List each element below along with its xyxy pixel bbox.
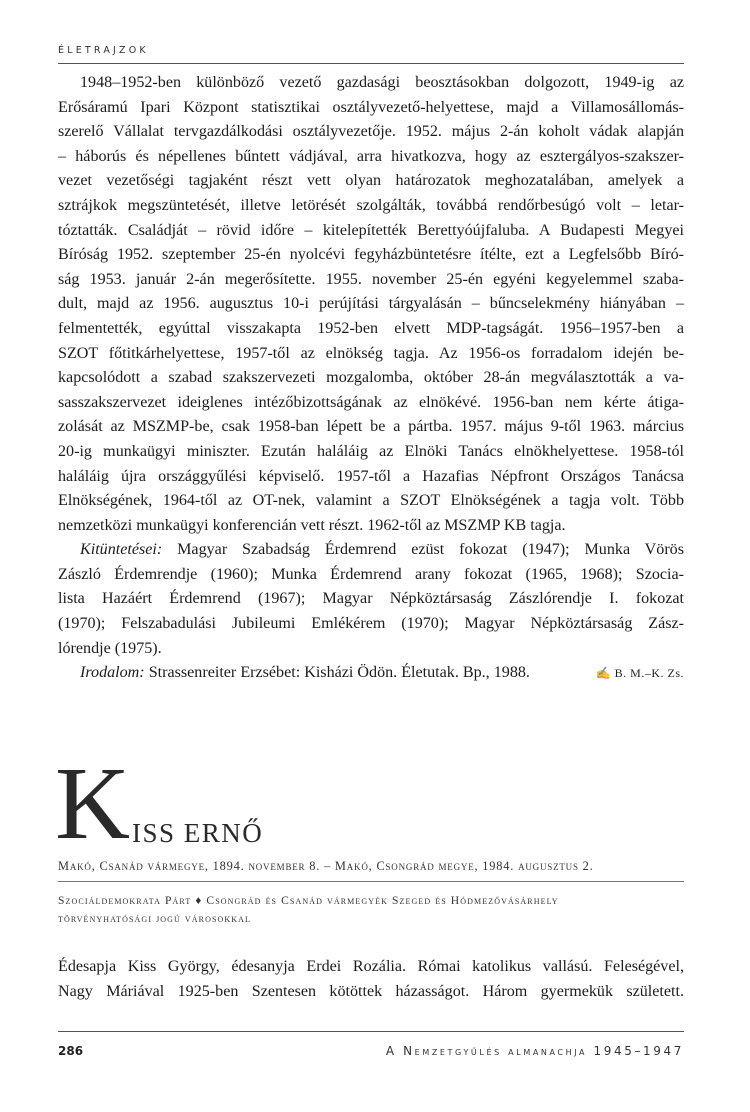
literature-text: Strassenreiter Erzsébet: Kisházi Ödön. Életutak. Bp., 1988. [148,664,530,682]
text-line: dult, majd az 1956. augusztus 10-i perújítási tárgyalásán – bűncselekmény hiányában – [58,295,684,313]
text-line: zolását az MSZMP-be, csak 1958-ban lépett be a pártba. 1957. május 9-től 1963. március [58,418,684,436]
awards-line [58,538,684,563]
constituency: Csongrád és Csanád vármegyék Szeged és Hódmezővásárhely [206,894,559,907]
text-line: Édesapja Kiss György, édesanyja Erdei Rozália. Római katolikus vallású. Feleségével, [58,958,684,975]
text-line: szerelő Vállalat tervgazdálkodási osztályvezetője. 1952. május 2-án koholt vádak alapján [58,123,684,141]
entry-bio [58,955,684,1004]
text-line: 20-ig munkaügyi miniszter. Ezután haláláig az Elnöki Tanács elnökhelyettese. 1958-tól [58,442,684,460]
entry-name: ISS ERNŐ [132,818,264,848]
text-line: haláláig újra országgyűlési képviselő. 1957-től a Hazafias Népfront Országos Tanácsa [58,467,684,485]
author-initials: B. M.–K. Zs. [614,666,684,681]
text-line: 1948–1952-ben különböző vezető gazdasági beosztásokban dolgozott, 1949-ig az [80,74,684,91]
text-line: nemzetközi munkaügyi konferencián vett részt. 1962-től az MSZMP KB tagja. [58,516,566,534]
author-signature [596,661,684,686]
party-constituency [58,892,684,928]
running-head: ÉLETRAJZOK [58,45,149,56]
entry-initial: K [55,746,131,861]
awards-line: Zászló Érdemrendje (1960); Munka Érdemrend arany fokozat (1965, 1968); Szocia- [58,565,684,583]
diamond-separator-icon: ♦ [195,894,203,907]
awards-line: lórendje (1975). [58,639,162,657]
literature-line [58,661,684,686]
text-line: Nagy Máriával 1925-ben Szentesen kötöttek házasságot. Három gyermekük született. [58,982,684,1000]
page-number: 286 [58,1044,84,1058]
book-title: A Nemzetgyűlés almanachja 1945–1947 [385,1044,684,1058]
text-line: Erősáramú Ipari Központ statisztikai osztályvezető-helyettese, majd a Villamosállomás- [58,98,684,116]
text-line: – háborús és népellenes bűntett vádjával, arra hivatkozva, hogy az esztergályos-szakszer- [58,147,684,165]
text-line: vezet vezetőségi tagjaként részt vett olyan határozatok meghozatalában, amelyek a [58,172,684,190]
text-line: kapcsolódott a szabad szakszervezeti mozgalomba, október 28-án megválasztották a va- [58,369,684,387]
awards-line: lista Hazáért Érdemrend (1967); Magyar Népköztársaság Zászlórendje I. fokozat [58,590,684,608]
text-line: Bíróság 1952. szeptember 25-én nyolcévi fegyházbüntetésre ítélte, ezt a Legfelsőbb Bíró- [58,246,684,264]
birth-death-line: Makó, Csanád vármegye, 1894. november 8. – Makó, Csongrád megye, 1984. augusztus 2. [58,859,594,873]
awards-line: (1970); Felszabadulási Jubileumi Emlékérem (1970); Magyar Népköztársaság Zász- [58,615,684,633]
entry-rule [58,881,684,882]
bio-continued [58,71,684,686]
text-line: ság 1953. január 2-án megerősítette. 1955. november 25-én egyéni kegyelemmel szaba- [58,270,684,288]
awards-text: Magyar Szabadság Érdemrend ezüst fokozat (1947); Munka Vörös [177,541,684,559]
party-name: Szociáldemokrata Párt [58,894,192,907]
footer-rule [58,1031,684,1032]
text-line: SZOT főtitkárhelyettese, 1957-től az elnökség tagja. Az 1956-os forradalom idején be- [58,344,684,362]
text-line: sztrájkok megszüntetését, illetve letörését szolgálták, továbbá rendőrbesúgó volt – letar- [58,196,684,214]
writing-hand-icon: ✍ [595,666,612,681]
text-line: felmentették, egyúttal visszakapta 1952-ben elvett MDP-tagságát. 1956–1957-ben a [58,319,684,337]
text-line: Elnökségének, 1964-től az OT-nek, valamint a SZOT Elnökségének a tagja volt. Több [58,492,684,510]
awards-label: Kitüntetései: [80,541,163,559]
literature-label: Irodalom: [80,664,145,682]
header-rule [58,63,684,64]
constituency-cont: törvényhatósági jogú városokkal [58,912,252,925]
text-line: tóztatták. Családját – rövid időre – kitelepítették Berettyóújfaluba. A Budapesti Megyei [58,221,684,239]
text-line: sasszakszervezet ideiglenes intézőbizottságának az elnökévé. 1956-ban nem kérte átiga- [58,393,684,411]
